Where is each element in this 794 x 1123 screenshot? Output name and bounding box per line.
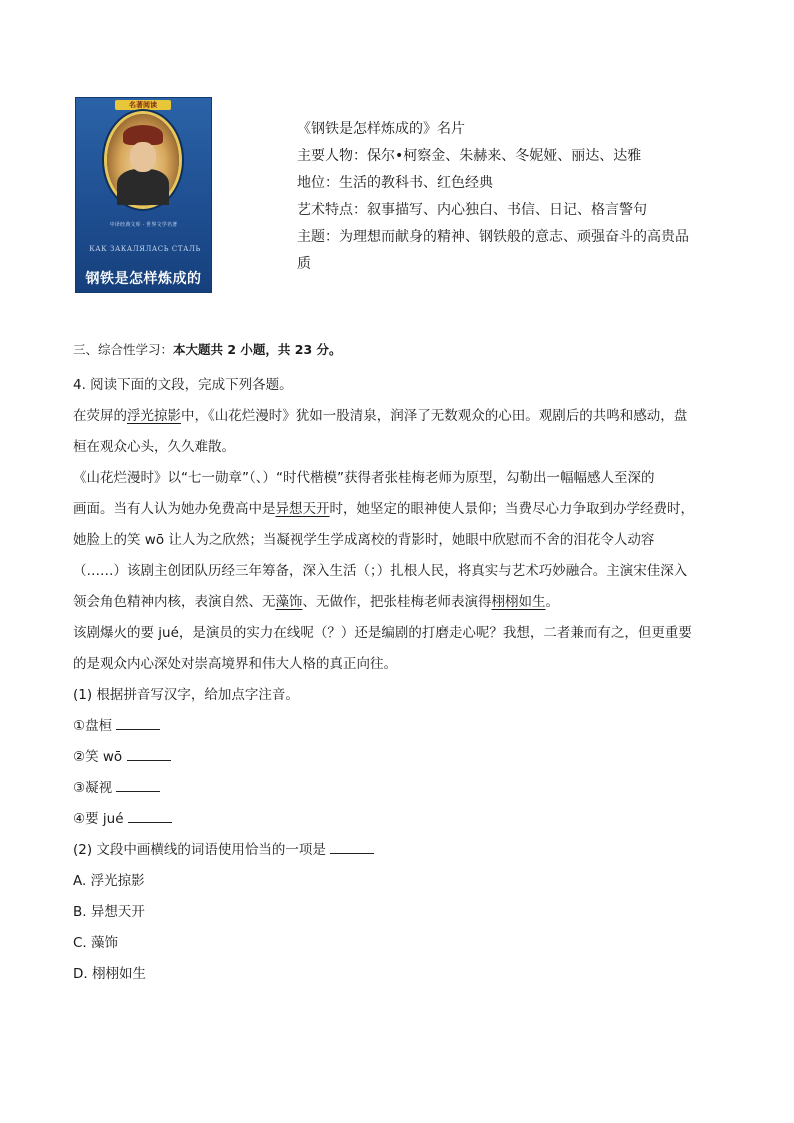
fill-item-4 xyxy=(73,804,723,835)
answer-blank[interactable] xyxy=(127,746,171,761)
question-body xyxy=(73,370,723,990)
passage-paragraph-2-line3: 她脸上的笑 wō 让人为之欣然；当凝视学生学成离校的背影时，她眼中欣慰而不舍的泪花令人动容 xyxy=(73,532,655,548)
passage-paragraph-1 xyxy=(73,401,723,432)
text-run: 领会角色精神内核，表演自然、无 xyxy=(73,594,276,610)
text-run: 在荧屏的 xyxy=(73,408,127,424)
fill-item-1 xyxy=(73,711,723,742)
passage-paragraph-3-cont: 的是观众内心深处对崇高境界和伟大人格的真正向往。 xyxy=(73,656,397,672)
cover-series-text: 中译经典文库 · 世界文学名著 xyxy=(109,222,178,228)
passage-paragraph-3: 该剧爆火的要 jué，是演员的实力在线呢（？）还是编剧的打磨走心呢？我想，二者兼而有之，但更重要 xyxy=(73,625,692,641)
text-run: 、无做作，把张桂梅老师表演得 xyxy=(302,594,492,610)
namecard-theme-cont: 质 xyxy=(297,256,311,272)
passage-paragraph-2: 《山花烂漫时》以“七一勋章”（、）“时代楷模”获得者张桂梅老师为原型，勾勒出一幅幅感人至深的 xyxy=(73,470,655,486)
fill-item-2 xyxy=(73,742,723,773)
namecard-status: 地位：生活的教科书、红色经典 xyxy=(297,175,493,191)
option-b: B. 异想天开 xyxy=(73,904,145,920)
answer-blank[interactable] xyxy=(330,839,374,854)
namecard-characters: 主要人物：保尔•柯察金、朱赫来、冬妮娅、丽达、达雅 xyxy=(297,148,642,164)
section-heading-prefix: 三、综合性学习： xyxy=(73,342,174,357)
namecard-theme: 主题：为理想而献身的精神、钢铁般的意志、顽强奋斗的高贵品 xyxy=(297,229,689,245)
fill-item-label: ④要 jué xyxy=(73,811,124,827)
underlined-term-4: 栩栩如生 xyxy=(491,594,546,610)
passage-paragraph-2-line2 xyxy=(73,494,723,525)
cover-russian-title: КАК ЗАКАЛЯЛАСЬ СТАЛЬ xyxy=(89,245,201,253)
answer-blank[interactable] xyxy=(128,808,172,823)
option-d: D. 栩栩如生 xyxy=(73,966,146,982)
fill-item-label: ③凝视 xyxy=(73,780,113,796)
book-namecard xyxy=(297,116,697,278)
text-run: 时，她坚定的眼神使人景仰；当费尽心力争取到办学经费时， xyxy=(329,501,694,517)
passage-paragraph-2-line5 xyxy=(73,587,723,618)
passage-paragraph-2-line4: （……）该剧主创团队历经三年筹备，深入生活（；）扎根人民，将真实与艺术巧妙融合。主演宋佳深入 xyxy=(73,563,688,579)
question-title: 4. 阅读下面的文段，完成下列各题。 xyxy=(73,377,293,393)
text-run: 画面。当有人认为她办免费高中是 xyxy=(73,501,276,517)
fill-item-3 xyxy=(73,773,723,804)
underlined-term-1: 浮光掠影 xyxy=(127,408,181,424)
underlined-term-3: 藻饰 xyxy=(275,594,303,610)
option-c: C. 藻饰 xyxy=(73,935,119,951)
subquestion-1: (1) 根据拼音写汉字，给加点字注音。 xyxy=(73,687,299,703)
fill-item-label: ②笑 wō xyxy=(73,749,123,765)
text-run: 。 xyxy=(545,594,559,610)
cover-portrait-face xyxy=(130,142,156,172)
option-a: A. 浮光掠影 xyxy=(73,873,145,889)
subquestion-2-text: (2) 文段中画横线的词语使用恰当的一项是 xyxy=(73,842,326,858)
answer-blank[interactable] xyxy=(116,777,160,792)
text-run: 中，《山花烂漫时》犹如一股清泉，润泽了无数观众的心田。观剧后的共鸣和感动，盘 xyxy=(181,408,688,424)
namecard-title: 《钢铁是怎样炼成的》名片 xyxy=(297,121,465,137)
underlined-term-2: 异想天开 xyxy=(275,501,330,517)
cover-title: 钢铁是怎样炼成的 xyxy=(85,271,202,287)
section-heading-bold: 本大题共 2 小题，共 23 分。 xyxy=(173,342,342,357)
cover-portrait-coat xyxy=(117,169,169,205)
answer-blank[interactable] xyxy=(116,715,160,730)
section-heading xyxy=(73,340,342,358)
namecard-features: 艺术特点：叙事描写、内心独白、书信、日记、格言警句 xyxy=(297,202,647,218)
cover-badge: 名著阅读 xyxy=(115,100,171,110)
passage-paragraph-1-cont: 桓在观众心头，久久难散。 xyxy=(73,439,235,455)
book-cover-image xyxy=(75,97,212,293)
fill-item-label: ①盘桓 xyxy=(73,718,113,734)
subquestion-2 xyxy=(73,835,723,866)
